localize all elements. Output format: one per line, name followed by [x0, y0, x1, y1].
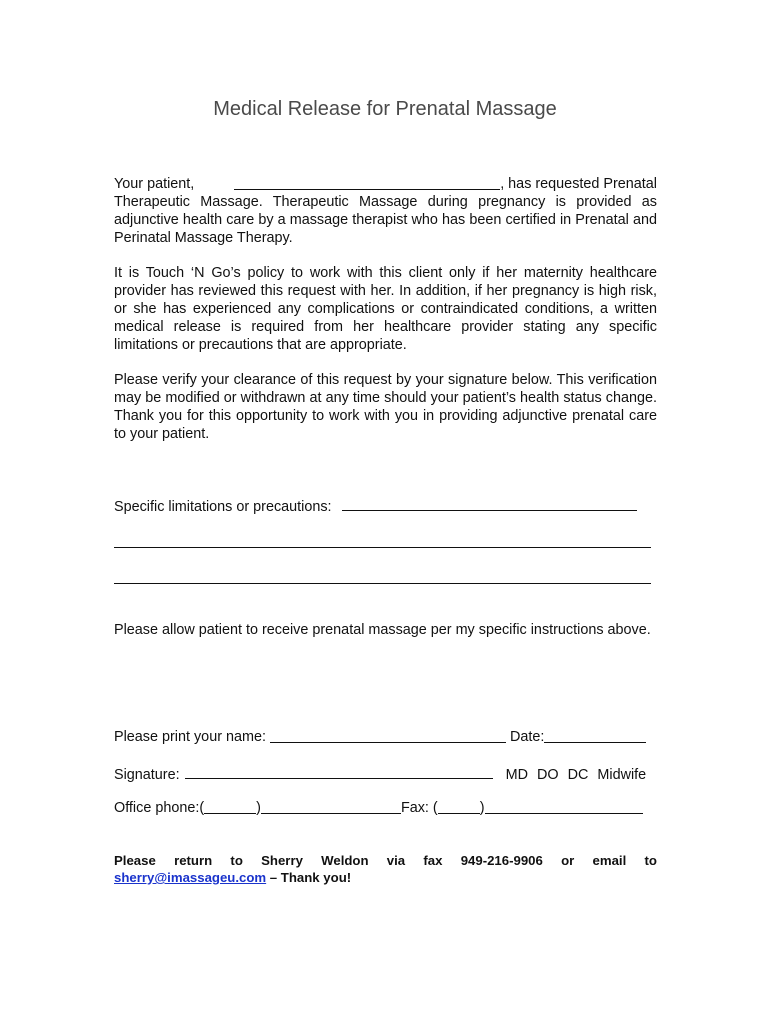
- signature-row: [114, 764, 657, 784]
- email-link[interactable]: sherry@imassageu.com: [114, 870, 267, 885]
- intro-rest: , has requested Prenatal: [500, 176, 657, 192]
- intro-paragraph: [114, 175, 657, 247]
- footer-word: Weldon: [321, 853, 369, 868]
- document-title: Medical Release for Prenatal Massage: [213, 98, 557, 120]
- fax-area-blank[interactable]: [438, 799, 480, 814]
- print-name-row: [114, 728, 657, 746]
- print-name-label: Please print your name:: [114, 729, 266, 745]
- limitations-blank[interactable]: [342, 496, 637, 511]
- intro-body: Therapeutic Massage. Therapeutic Massage during pregnancy is provided as adjunctive health care by a massage therapist who has been certified in Prenatal and Perinatal Massage Therapy.: [114, 194, 657, 246]
- return-instructions: [114, 852, 657, 886]
- fax-number-blank[interactable]: [485, 799, 643, 814]
- limitations-row: [114, 496, 657, 516]
- allow-paragraph: Please allow patient to receive prenatal massage per my specific instructions above.: [114, 622, 651, 638]
- patient-name-blank[interactable]: [234, 175, 500, 190]
- footer-word: fax: [423, 853, 443, 868]
- credential-md[interactable]: MD: [505, 767, 528, 783]
- credential-midwife[interactable]: Midwife: [597, 767, 647, 783]
- date-blank[interactable]: [544, 728, 646, 743]
- office-phone-area-blank[interactable]: [204, 799, 256, 814]
- return-instructions-line1: [114, 852, 657, 869]
- footer-word: email: [592, 853, 627, 868]
- date-label: Date:: [509, 729, 545, 745]
- footer-word: return: [174, 853, 213, 868]
- intro-lead: Your patient,: [114, 176, 195, 192]
- office-phone-number-blank[interactable]: [261, 799, 401, 814]
- office-phone-label: Office phone:(: [114, 800, 205, 816]
- signature-blank[interactable]: [185, 764, 493, 779]
- signature-label: Signature:: [114, 767, 180, 783]
- footer-word: via: [386, 853, 406, 868]
- credentials-group: [506, 766, 647, 784]
- return-instructions-line2: [114, 869, 657, 886]
- verify-paragraph: Please verify your clearance of this request by your signature below. This verification may be modified or withdrawn at any time should your patient’s health status change. Thank you for this opportunity to work with you in providing adjunctive prenatal care to your patient.: [114, 372, 657, 442]
- fax-close: ): [479, 800, 485, 816]
- footer-word: or: [561, 853, 575, 868]
- footer-word: to: [230, 853, 243, 868]
- footer-word: Sherry: [261, 853, 303, 868]
- policy-paragraph: It is Touch ‘N Go’s policy to work with this client only if her maternity healthcare provider has reviewed this request with her. In addition, if her pregnancy is high risk, or she has experienced any complications or contraindicated conditions, a written medical release is required from her healthcare provider stating any specific limitations or precautions that are appropriate.: [114, 265, 657, 353]
- office-phone-close: ): [256, 800, 261, 816]
- phone-fax-row: [114, 799, 657, 817]
- limitations-line-2[interactable]: [114, 547, 651, 548]
- footer-word: to: [644, 853, 657, 868]
- credential-dc[interactable]: DC: [567, 767, 589, 783]
- limitations-label: Specific limitations or precautions:: [114, 499, 332, 515]
- thank-you-text: – Thank you!: [266, 870, 352, 885]
- fax-label: Fax: (: [400, 800, 438, 816]
- fax-number: 949-216-9906: [460, 853, 543, 868]
- print-name-blank[interactable]: [270, 728, 506, 743]
- footer-word: Please: [114, 853, 156, 868]
- credential-do[interactable]: DO: [537, 767, 559, 783]
- limitations-line-3[interactable]: [114, 583, 651, 584]
